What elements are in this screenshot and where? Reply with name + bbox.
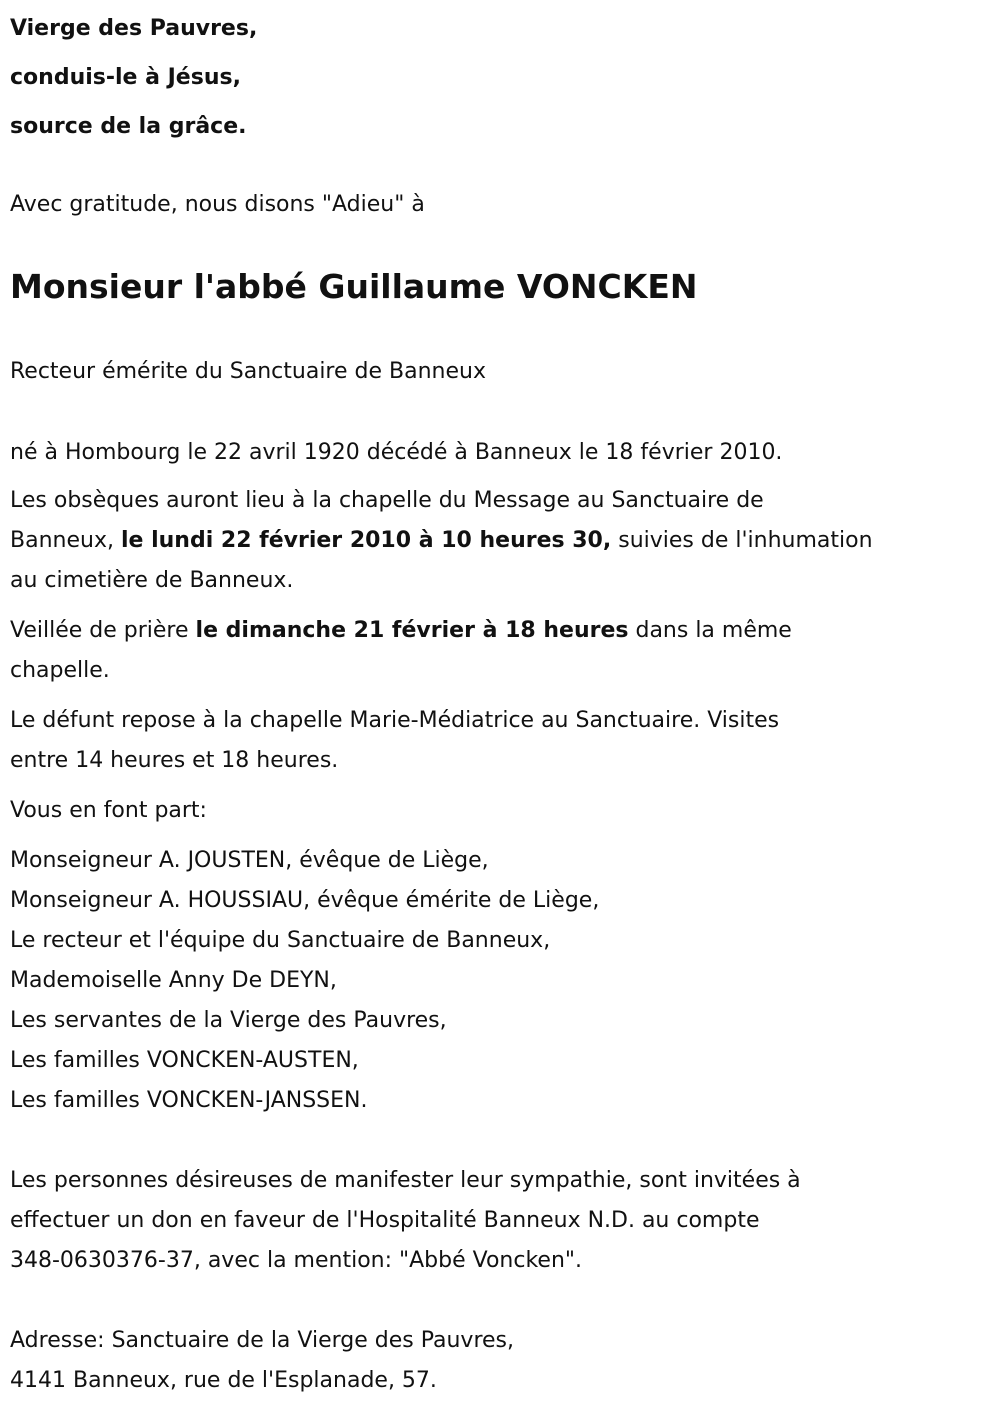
prayer [10,4,257,151]
text-line: Adresse: Sanctuaire de la Vierge des Pauvres, [10,1328,515,1353]
text-line [10,521,873,561]
funeral-datetime: le lundi 22 février 2010 à 10 heures 30, [120,528,612,553]
text: Banneux, [10,528,121,553]
text: dans la même [628,618,792,643]
announcers-list [10,841,599,1121]
list-item: Le recteur et l'équipe du Sanctuaire de Banneux, [10,928,551,953]
text: Veillée de prière [10,618,196,643]
role-text: Recteur émérite du Sanctuaire de Banneux [10,359,486,384]
text-line: Le défunt repose à la chapelle Marie-Médiatrice au Sanctuaire. Visites [10,708,780,733]
text-line: effectuer un don en faveur de l'Hospitalité Banneux N.D. au compte [10,1208,760,1233]
funeral-paragraph [10,481,873,601]
list-item: Les familles VONCKEN-JANSSEN. [10,1088,368,1113]
text-line: au cimetière de Banneux. [10,568,294,593]
prayer-line: Vierge des Pauvres, [10,16,258,41]
vigil-paragraph [10,611,792,691]
prayer-line: conduis-le à Jésus, [10,65,241,90]
address [10,1321,514,1401]
deceased-name: Monsieur l'abbé Guillaume VONCKEN [10,267,698,306]
vigil-datetime: le dimanche 21 février à 18 heures [195,618,629,643]
text-line: 4141 Banneux, rue de l'Esplanade, 57. [10,1368,437,1393]
birth-death-dates: né à Hombourg le 22 avril 1920 décédé à Banneux le 18 février 2010. [10,440,783,465]
donation-paragraph [10,1161,801,1281]
text-line [10,611,792,651]
list-item: Monseigneur A. JOUSTEN, évêque de Liège, [10,848,489,873]
text-line: Les obsèques auront lieu à la chapelle du Message au Sanctuaire de [10,488,764,513]
list-item: Les servantes de la Vierge des Pauvres, [10,1008,447,1033]
prayer-line: source de la grâce. [10,114,247,139]
text-line: Les personnes désireuses de manifester leur sympathie, sont invitées à [10,1168,801,1193]
announcers-label: Vous en font part: [10,798,207,823]
text: suivies de l'inhumation [611,528,873,553]
visit-paragraph [10,701,779,781]
intro-text: Avec gratitude, nous disons "Adieu" à [10,192,425,217]
list-item: Mademoiselle Anny De DEYN, [10,968,337,993]
list-item: Les familles VONCKEN-AUSTEN, [10,1048,359,1073]
text-line: chapelle. [10,658,110,683]
text-line: 348-0630376-37, avec la mention: "Abbé Voncken". [10,1248,583,1273]
text-line: entre 14 heures et 18 heures. [10,748,339,773]
list-item: Monseigneur A. HOUSSIAU, évêque émérite de Liège, [10,888,600,913]
